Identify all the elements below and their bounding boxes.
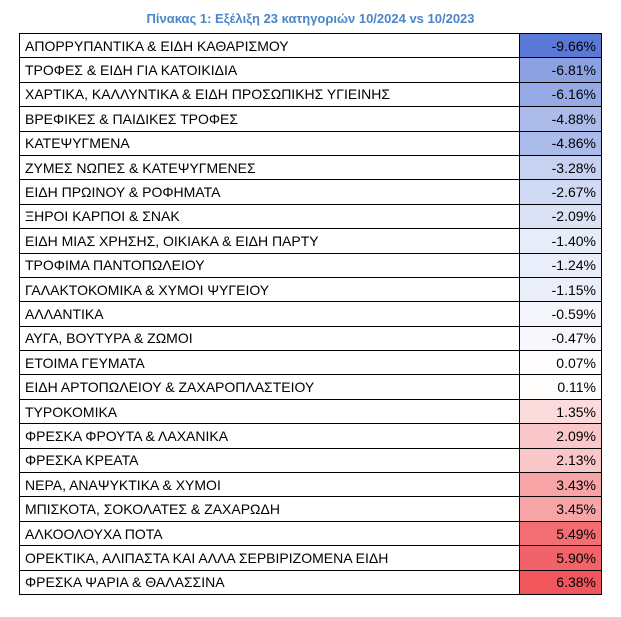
- table-row: [20, 277, 602, 301]
- change-value: 6.38%: [520, 570, 602, 594]
- change-value: -1.40%: [520, 229, 602, 253]
- category-name: ΚΑΤΕΨΥΓΜΕΝΑ: [20, 131, 520, 155]
- category-name: ΖΥΜΕΣ ΝΩΠΕΣ & ΚΑΤΕΨΥΓΜΕΝΕΣ: [20, 155, 520, 179]
- change-value: -0.59%: [520, 302, 602, 326]
- change-value: -6.81%: [520, 58, 602, 82]
- table-row: [20, 82, 602, 106]
- category-name: ΤΥΡΟΚΟΜΙΚΑ: [20, 399, 520, 423]
- change-value: -1.15%: [520, 277, 602, 301]
- table-row: [20, 399, 602, 423]
- category-name: ΞΗΡΟΙ ΚΑΡΠΟΙ & ΣΝΑΚ: [20, 204, 520, 228]
- table-body: [20, 34, 602, 595]
- category-name: ΧΑΡΤΙΚΑ, ΚΑΛΛΥΝΤΙΚΑ & ΕΙΔΗ ΠΡΟΣΩΠΙΚΗΣ ΥΓΙΕΙΝΗΣ: [20, 82, 520, 106]
- table-row: [20, 473, 602, 497]
- category-name: ΜΠΙΣΚΟΤΑ, ΣΟΚΟΛΑΤΕΣ & ΖΑΧΑΡΩΔΗ: [20, 497, 520, 521]
- table-row: [20, 448, 602, 472]
- table-row: [20, 351, 602, 375]
- category-name: ΤΡΟΦΕΣ & ΕΙΔΗ ΓΙΑ ΚΑΤΟΙΚΙΔΙΑ: [20, 58, 520, 82]
- category-name: ΑΛΚΟΟΛΟΥΧΑ ΠΟΤΑ: [20, 521, 520, 545]
- category-name: ΑΠΟΡΡΥΠΑΝΤΙΚΑ & ΕΙΔΗ ΚΑΘΑΡΙΣΜΟΥ: [20, 34, 520, 58]
- table-row: [20, 34, 602, 58]
- category-name: ΝΕΡΑ, ΑΝΑΨΥΚΤΙΚΑ & ΧΥΜΟΙ: [20, 473, 520, 497]
- change-value: -9.66%: [520, 34, 602, 58]
- category-name: ΒΡΕΦΙΚΕΣ & ΠΑΙΔΙΚΕΣ ΤΡΟΦΕΣ: [20, 107, 520, 131]
- change-value: 3.43%: [520, 473, 602, 497]
- table-row: [20, 180, 602, 204]
- change-value: 2.09%: [520, 424, 602, 448]
- change-value: 2.13%: [520, 448, 602, 472]
- table-row: [20, 570, 602, 594]
- change-value: 5.49%: [520, 521, 602, 545]
- change-value: 3.45%: [520, 497, 602, 521]
- category-name: ΟΡΕΚΤΙΚΑ, ΑΛΙΠΑΣΤΑ ΚΑΙ ΑΛΛΑ ΣΕΡΒΙΡΙΖΟΜΕΝΑ ΕΙΔΗ: [20, 546, 520, 570]
- table-row: [20, 326, 602, 350]
- change-value: -2.09%: [520, 204, 602, 228]
- change-value: -6.16%: [520, 82, 602, 106]
- change-value: -2.67%: [520, 180, 602, 204]
- change-value: -0.47%: [520, 326, 602, 350]
- change-value: -4.86%: [520, 131, 602, 155]
- change-value: -3.28%: [520, 155, 602, 179]
- category-name: ΕΙΔΗ ΠΡΩΙΝΟΥ & ΡΟΦΗΜΑΤΑ: [20, 180, 520, 204]
- category-name: ΑΛΛΑΝΤΙΚΑ: [20, 302, 520, 326]
- table-row: [20, 131, 602, 155]
- change-value: 0.07%: [520, 351, 602, 375]
- change-value: 5.90%: [520, 546, 602, 570]
- table-row: [20, 155, 602, 179]
- table-row: [20, 107, 602, 131]
- category-name: ΕΤΟΙΜΑ ΓΕΥΜΑΤΑ: [20, 351, 520, 375]
- table-row: [20, 302, 602, 326]
- category-name: ΕΙΔΗ ΑΡΤΟΠΩΛΕΙΟΥ & ΖΑΧΑΡΟΠΛΑΣΤΕΙΟΥ: [20, 375, 520, 399]
- category-name: ΦΡΕΣΚΑ ΚΡΕΑΤΑ: [20, 448, 520, 472]
- table-row: [20, 58, 602, 82]
- table-row: [20, 521, 602, 545]
- change-value: -4.88%: [520, 107, 602, 131]
- category-name: ΦΡΕΣΚΑ ΦΡΟΥΤΑ & ΛΑΧΑΝΙΚΑ: [20, 424, 520, 448]
- category-change-table: [19, 33, 602, 595]
- table-row: [20, 546, 602, 570]
- table-caption: Πίνακας 1: Εξέλιξη 23 κατηγοριών 10/2024 vs 10/2023: [146, 11, 475, 26]
- category-name: ΑΥΓΑ, ΒΟΥΤΥΡΑ & ΖΩΜΟΙ: [20, 326, 520, 350]
- change-value: 1.35%: [520, 399, 602, 423]
- category-name: ΕΙΔΗ ΜΙΑΣ ΧΡΗΣΗΣ, ΟΙΚΙΑΚΑ & ΕΙΔΗ ΠΑΡΤΥ: [20, 229, 520, 253]
- table-row: [20, 229, 602, 253]
- change-value: -1.24%: [520, 253, 602, 277]
- category-name: ΤΡΟΦΙΜΑ ΠΑΝΤΟΠΩΛΕΙΟΥ: [20, 253, 520, 277]
- change-value: 0.11%: [520, 375, 602, 399]
- table-row: [20, 375, 602, 399]
- table-row: [20, 204, 602, 228]
- table-row: [20, 424, 602, 448]
- table-row: [20, 497, 602, 521]
- category-name: ΓΑΛΑΚΤΟΚΟΜΙΚΑ & ΧΥΜΟΙ ΨΥΓΕΙΟΥ: [20, 277, 520, 301]
- category-name: ΦΡΕΣΚΑ ΨΑΡΙΑ & ΘΑΛΑΣΣΙΝΑ: [20, 570, 520, 594]
- table-row: [20, 253, 602, 277]
